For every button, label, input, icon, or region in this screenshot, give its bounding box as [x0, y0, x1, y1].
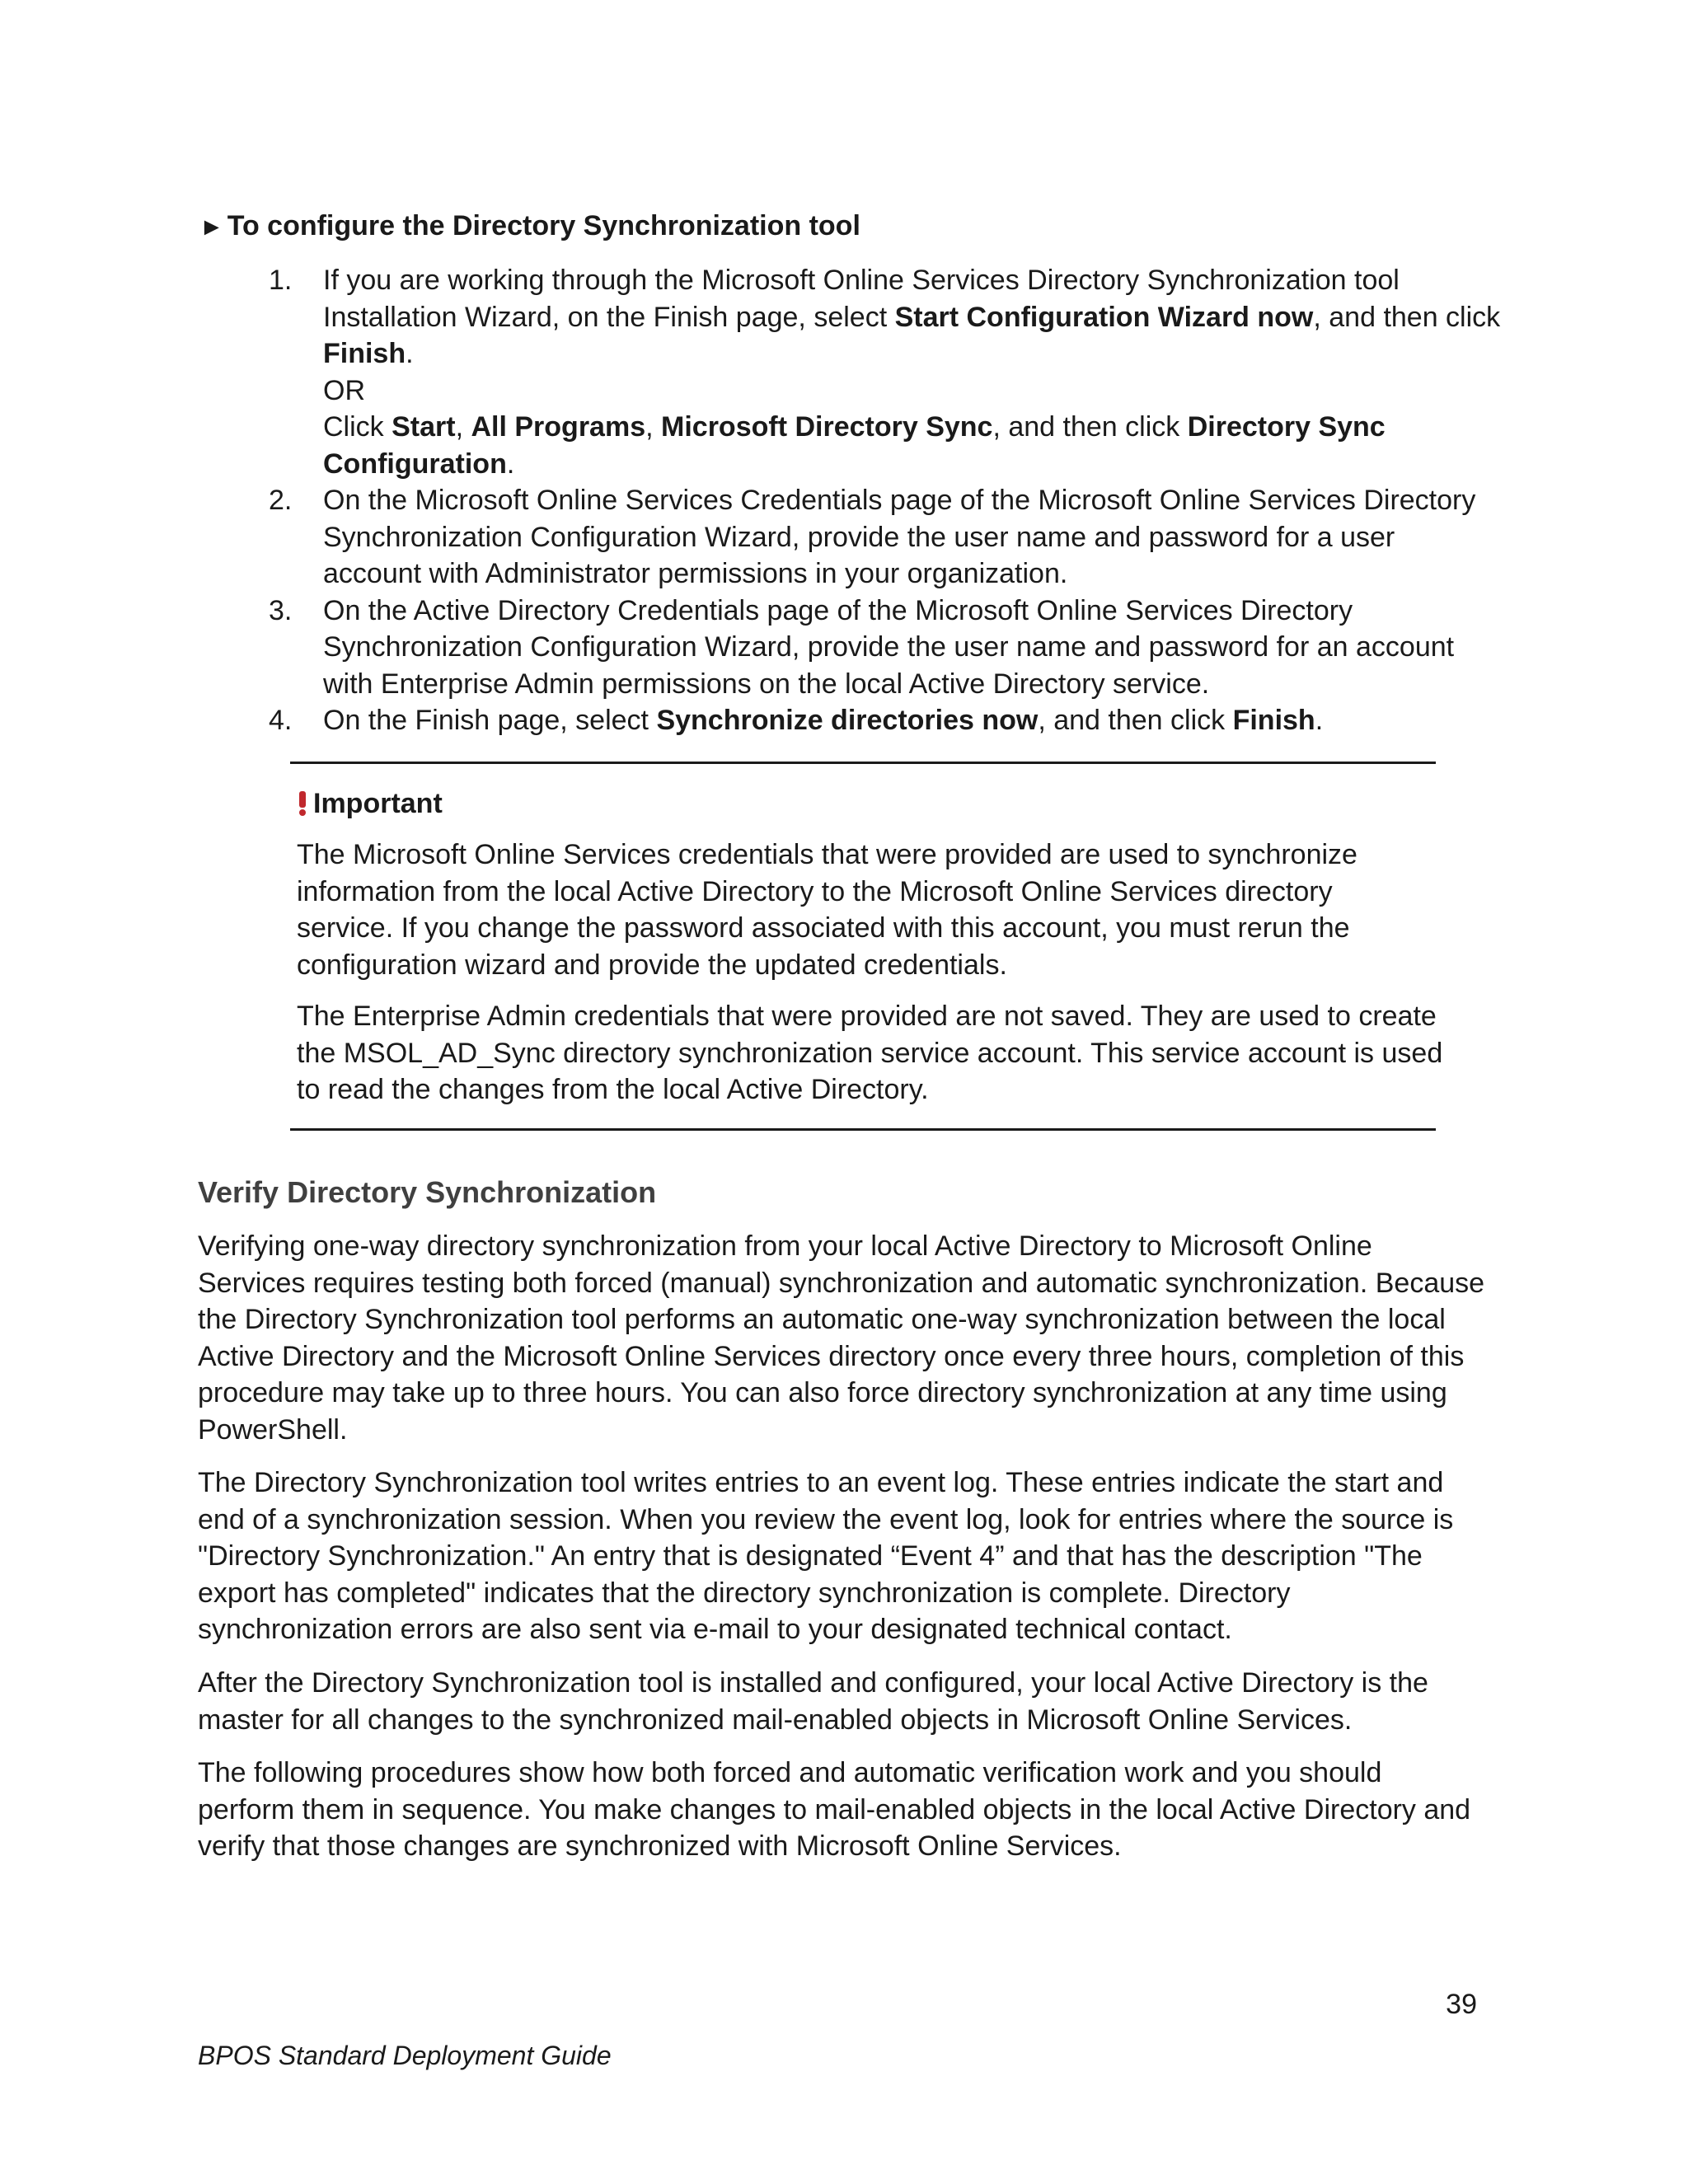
exclamation-icon [297, 790, 308, 818]
step-number: 3. [269, 594, 293, 626]
step-ui-term: Finish [323, 338, 406, 369]
step-text-line [323, 519, 1480, 556]
body-paragraph-line: PowerShell. [198, 1413, 348, 1446]
procedure-arrow-icon: ► [199, 213, 224, 241]
body-paragraph-line: procedure may take up to three hours. You can also force directory synchronization at any time using [198, 1377, 1447, 1408]
step-text: , and then click [1038, 705, 1233, 736]
step-text-line [323, 702, 1480, 739]
body-paragraph-line: the Directory Synchronization tool performs an automatic one-way synchronization between the local [198, 1304, 1446, 1335]
step-ui-term: Start [392, 411, 456, 443]
procedure-step [269, 262, 1501, 482]
step-number: 4. [269, 705, 293, 736]
step-text-line [323, 335, 1480, 373]
body-paragraph-line: master for all changes to the synchronized mail-enabled objects in Microsoft Online Services. [198, 1704, 1353, 1736]
procedure-step [269, 482, 1480, 593]
body-paragraph-line: perform them in sequence. You make changes to mail-enabled objects in the local Active Directory and [198, 1793, 1471, 1825]
step-text-line [323, 482, 1480, 519]
important-note-title: Important [313, 788, 443, 819]
body-paragraph-line: The following procedures show how both forced and automatic verification work and you should [198, 1757, 1382, 1788]
step-text: If you are working through the Microsoft Online Services Directory Synchronization tool [323, 265, 1400, 296]
step-ui-term: Finish [1232, 705, 1315, 736]
step-text: . [406, 338, 414, 369]
step-text: Synchronization Configuration Wizard, provide the user name and password for an account [323, 631, 1455, 663]
step-text: On the Active Directory Credentials page of the Microsoft Online Services Directory [323, 594, 1353, 626]
footer-title: BPOS Standard Deployment Guide [198, 2041, 612, 2070]
body-paragraph-line: After the Directory Synchronization tool is installed and configured, your local Active Directory is the [198, 1667, 1428, 1699]
procedure-step [269, 702, 1480, 739]
step-text-line [323, 593, 1480, 630]
important-note-paragraph [297, 837, 1429, 983]
step-text: . [506, 448, 515, 480]
step-text: Installation Wizard, on the Finish page, select [323, 301, 895, 333]
step-text: On the Finish page, select [323, 705, 657, 736]
step-text-line [323, 446, 1480, 483]
step-ui-term: Microsoft Directory Sync [661, 411, 993, 443]
step-ui-term: Start Configuration Wizard now [894, 301, 1314, 333]
important-note-box [290, 762, 1443, 1131]
procedure-title: To configure the Directory Synchronization tool [227, 210, 860, 241]
body-paragraph-line: Verifying one-way directory synchronization from your local Active Directory to Microsoft Online [198, 1230, 1372, 1262]
step-text: Synchronization Configuration Wizard, provide the user name and password for a user [323, 521, 1395, 553]
body-paragraph [198, 1755, 1500, 1865]
important-note-line: service. If you change the password associated with this account, you must rerun the [297, 912, 1350, 944]
step-text: . [1315, 705, 1324, 736]
body-paragraph-line: end of a synchronization session. When you review the event log, look for entries where the source is [198, 1503, 1454, 1535]
step-text: , [645, 411, 662, 443]
body-paragraph [198, 1465, 1500, 1648]
body-paragraph-line: export has completed" indicates that the directory synchronization is complete. Directory [198, 1577, 1291, 1609]
important-note-line: The Enterprise Admin credentials that were provided are not saved. They are used to create [297, 1001, 1437, 1032]
step-ui-term: All Programs [471, 411, 646, 443]
step-text: with Enterprise Admin permissions on the local Active Directory service. [323, 668, 1210, 700]
important-note-line: information from the local Active Directory to the Microsoft Online Services directory [297, 875, 1333, 907]
important-note-line: configuration wizard and provide the updated credentials. [297, 949, 1007, 981]
step-number: 2. [269, 485, 293, 516]
step-text-line [323, 666, 1480, 703]
important-note-body [297, 837, 1443, 1108]
body-paragraph-line: verify that those changes are synchronized with Microsoft Online Services. [198, 1830, 1122, 1862]
important-note-line: the MSOL_AD_Sync directory synchronization service account. This service account is used [297, 1037, 1443, 1069]
step-text: , and then click [1313, 301, 1501, 333]
step-ui-term: Configuration [323, 448, 507, 480]
important-note-line: The Microsoft Online Services credentials that were provided are used to synchronize [297, 839, 1357, 870]
step-text-line [323, 629, 1480, 666]
step-ui-term: Synchronize directories now [656, 705, 1039, 736]
important-note-paragraph [297, 998, 1443, 1108]
step-text: account with Administrator permissions in your organization. [323, 558, 1068, 589]
procedure-steps-list [269, 262, 1501, 739]
step-text: , [455, 411, 471, 443]
step-text-line [323, 409, 1480, 446]
step-text: OR [323, 374, 365, 406]
step-text: Click [323, 411, 392, 443]
body-paragraph [198, 1665, 1500, 1738]
body-paragraph-line: Services requires testing both forced (manual) synchronization and automatic synchronization. Because [198, 1267, 1485, 1299]
body-paragraph-line: "Directory Synchronization." An entry that is designated “Event 4” and that has the description "The [198, 1540, 1423, 1572]
procedure-step [269, 593, 1480, 703]
step-text-line [323, 299, 1501, 336]
important-note-header [297, 785, 1429, 822]
body-paragraph-line: synchronization errors are also sent via e-mail to your designated technical contact. [198, 1614, 1232, 1645]
step-text: , and then click [992, 411, 1188, 443]
step-text: On the Microsoft Online Services Credentials page of the Microsoft Online Services Directory [323, 485, 1476, 516]
section-heading: Verify Directory Synchronization [198, 1175, 657, 1209]
step-text-line [323, 373, 1480, 410]
step-ui-term: Directory Sync [1187, 411, 1386, 443]
step-text-line [323, 555, 1480, 593]
body-paragraph-line: Active Directory and the Microsoft Online Services directory once every three hours, completion of this [198, 1340, 1465, 1372]
important-note-line: to read the changes from the local Active Directory. [297, 1074, 929, 1105]
step-text-line [323, 262, 1480, 299]
step-number: 1. [269, 265, 293, 296]
body-paragraph-line: The Directory Synchronization tool writes entries to an event log. These entries indicate the start and [198, 1467, 1444, 1498]
procedure-heading [199, 208, 860, 246]
page-number: 39 [1446, 1989, 1477, 2020]
body-paragraph [198, 1228, 1500, 1448]
